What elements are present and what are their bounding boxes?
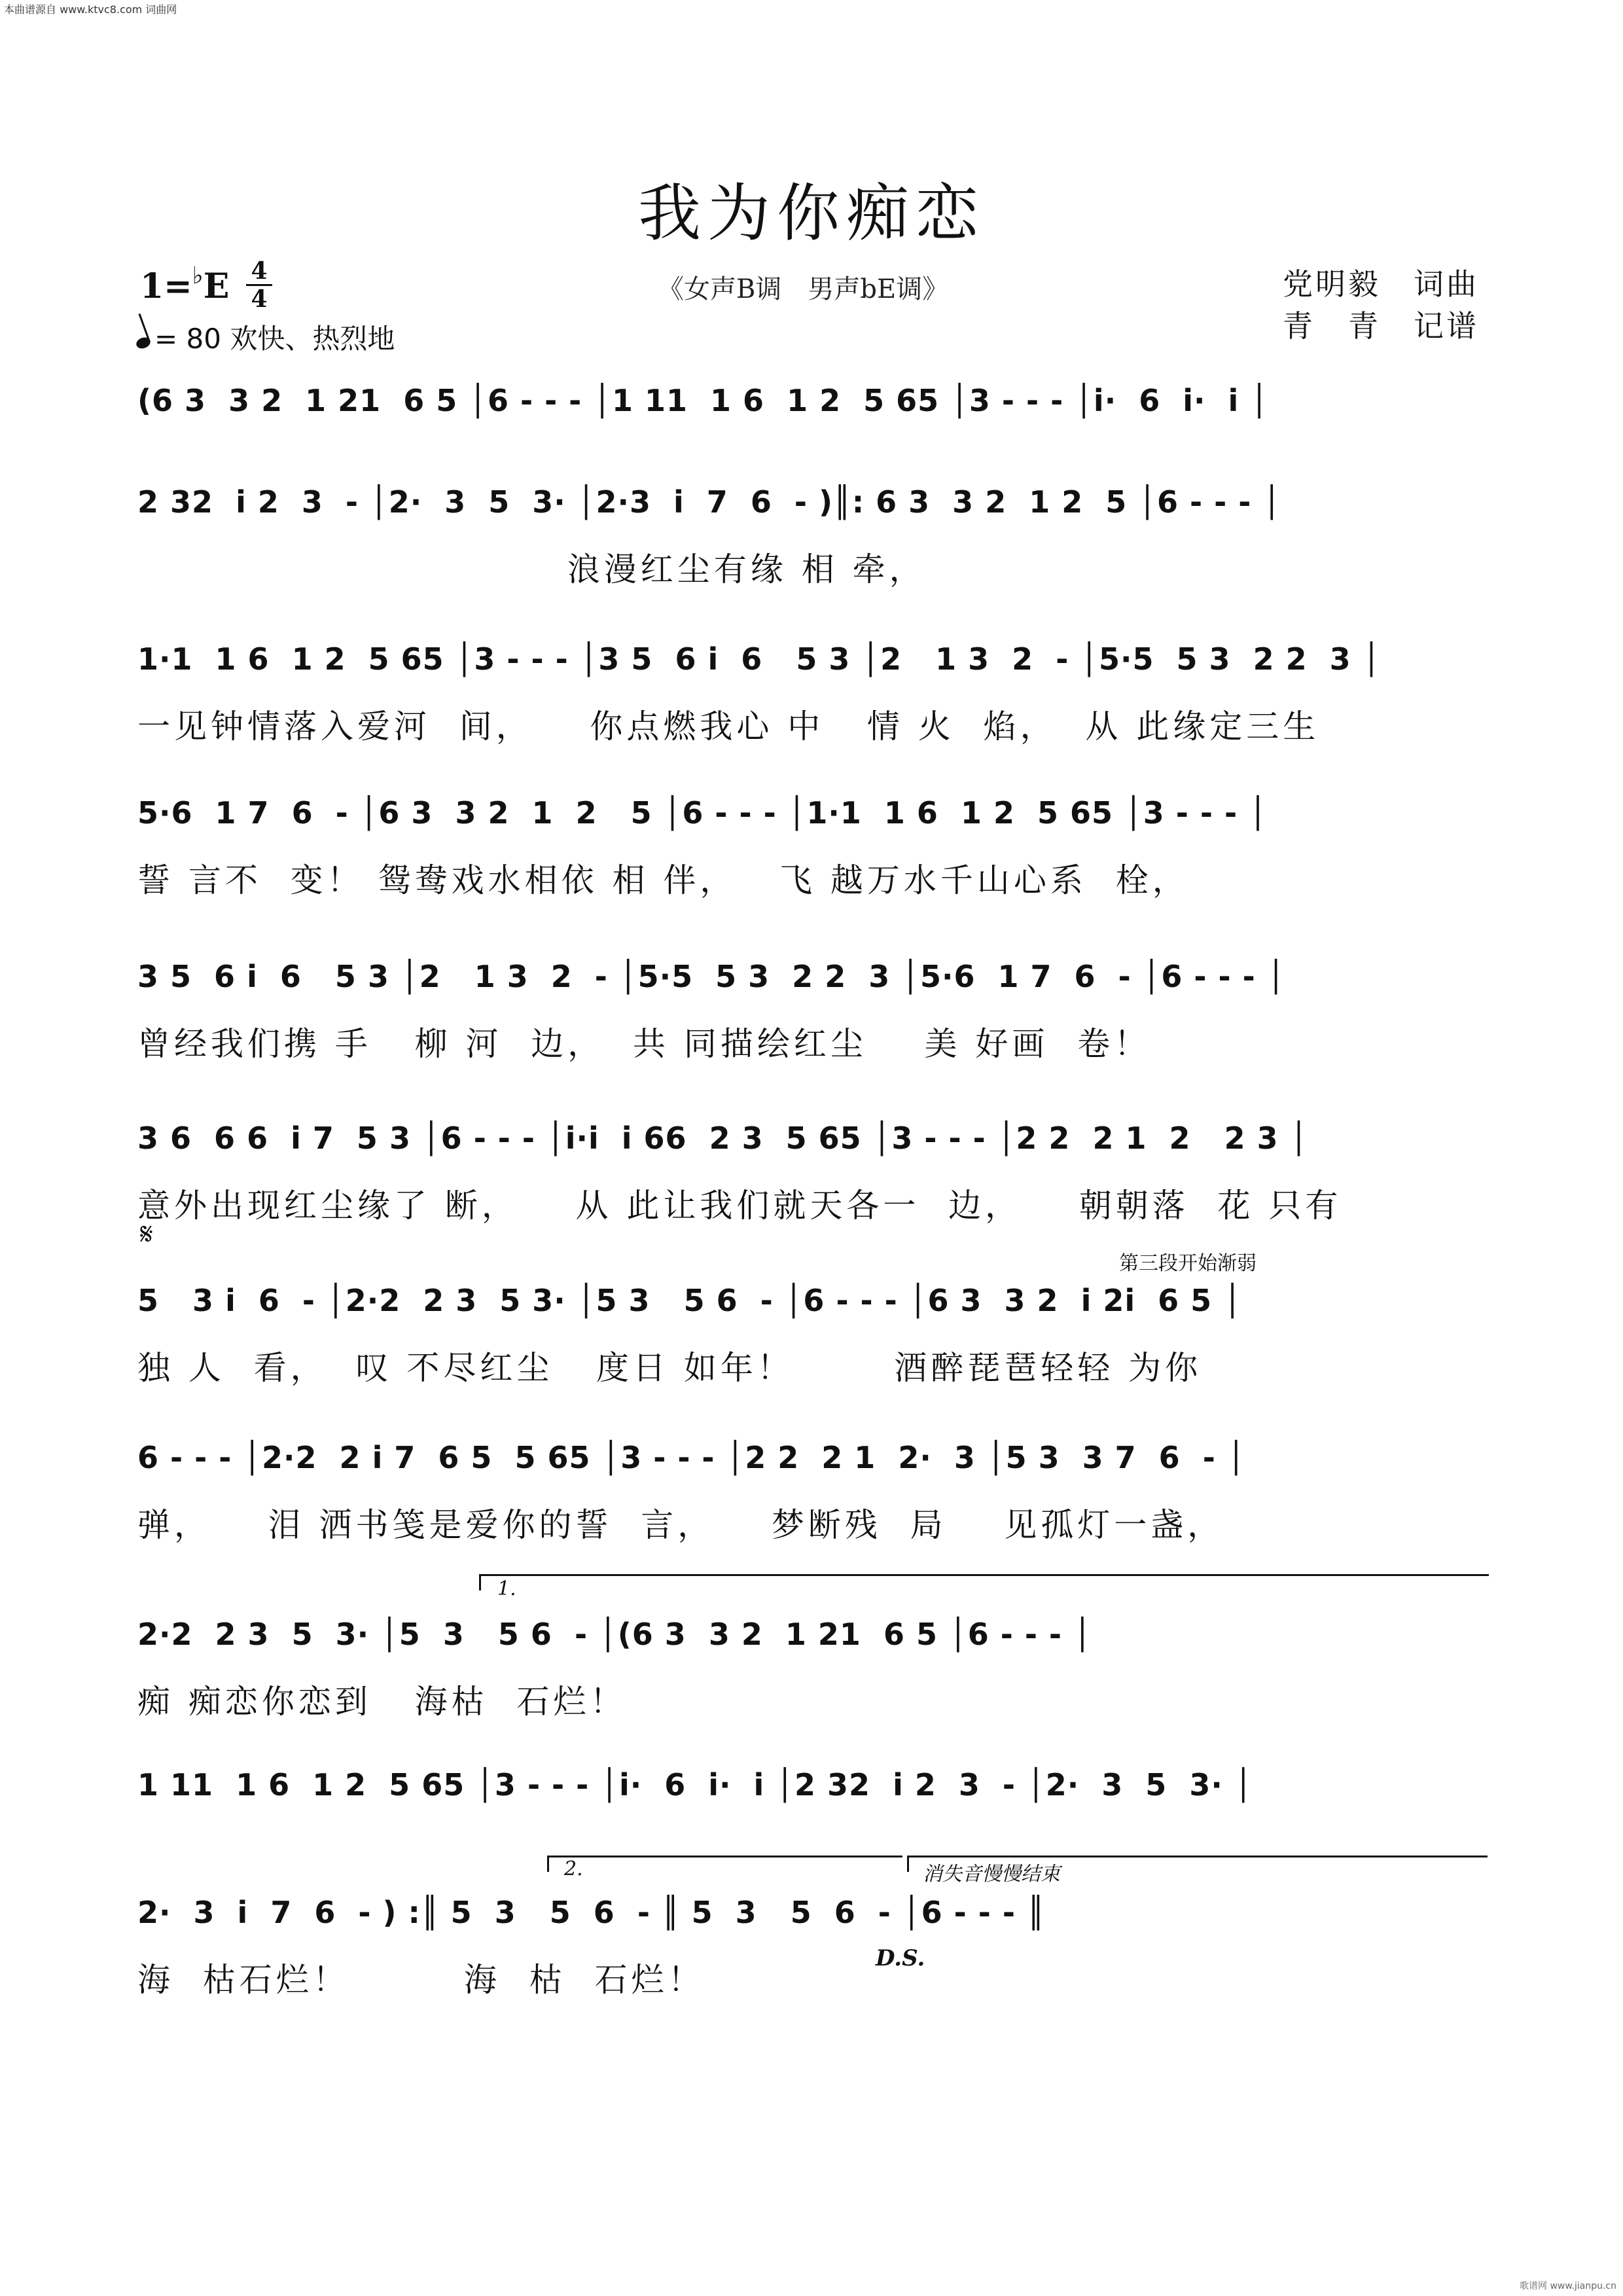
tempo-text: = 80 欢快、热烈地 xyxy=(154,323,395,355)
score-system-2 xyxy=(137,484,1486,588)
song-title: 我为你痴恋 xyxy=(638,177,985,250)
lyric-line-5: 曾经我们携 手 柳 河 边， 共 同描绘红尘 美 好画 卷！ xyxy=(137,1025,1151,1063)
lyric-line-2: 浪漫红尘有缘 相 牵， xyxy=(137,550,926,588)
key-signature xyxy=(140,262,229,306)
notes-line-9: 2·2 2 3 5 3· │5 3 5 6 - │(6 3 3 2 1 21 6 5 │6 - - - │ xyxy=(137,1617,1092,1652)
second-ending-label: 2. xyxy=(564,1857,583,1880)
lyric-line-11: 海 枯石烂！ 海 枯 石烂！ xyxy=(137,1961,705,1999)
composer-credit: 党明毅 词曲 xyxy=(1283,266,1479,302)
lyric-line-7: 独 人 看， 叹 不尽红尘 度日 如年！ 酒醉琵琶轻轻 为你 xyxy=(137,1349,1202,1387)
segno-sign: 𝄋 xyxy=(140,1216,153,1251)
score-system-1 xyxy=(137,383,1486,422)
key-subtitle: 《女声B调 男声bE调》 xyxy=(658,274,949,304)
lyric-line-3: 一见钟情落入爱河 间， 你点燃我心 中 情 火 焰， 从 此缘定三生 xyxy=(137,708,1320,745)
score-system-8 xyxy=(137,1440,1486,1544)
dal-segno-mark: D.S. xyxy=(876,1945,925,1971)
key-prefix: 1= xyxy=(140,266,192,306)
meter-top: 4 xyxy=(251,257,268,285)
notes-line-6: 3 6 6 6 i 7 5 3 │6 - - - │i·i i 66 2 3 5 65 │3 - - - │2 2 2 1 2 2 3 │ xyxy=(137,1121,1309,1156)
notes-line-11: 2· 3 i 7 6 - ) :║ 5 3 5 6 - ║ 5 3 5 6 - │6 - - - ║ xyxy=(137,1895,1046,1930)
time-signature xyxy=(246,258,272,312)
lyric-line-8: 弹， 泪 洒书笺是爱你的誓 言， 梦断残 局 见孤灯一盏， xyxy=(137,1506,1224,1544)
second-ending-bracket xyxy=(547,1856,902,1872)
score-system-9 xyxy=(137,1617,1486,1721)
score-system-3 xyxy=(137,641,1486,745)
notes-line-2: 2 32 i 2 3 - │2· 3 5 3· │2·3 i 7 6 - )║: 6 3 3 2 1 2 5 │6 - - - │ xyxy=(137,484,1282,520)
meter-bottom: 4 xyxy=(251,285,268,313)
notes-line-5: 3 5 6 i 6 5 3 │2 1 3 2 - │5·5 5 3 2 2 3 │5·6 1 7 6 - │6 - - - │ xyxy=(137,959,1286,994)
fade-annotation: 消失音慢慢结束 xyxy=(923,1863,1060,1886)
first-ending-bracket xyxy=(479,1574,1489,1590)
score-system-6 xyxy=(137,1121,1486,1225)
footer-watermark: 歌谱网 www.jianpu.cn xyxy=(1520,2281,1616,2291)
flat-sign: ♭ xyxy=(192,262,204,289)
key-letter: E xyxy=(203,266,230,306)
score-system-5 xyxy=(137,959,1486,1063)
transcriber-credit: 青 青 记谱 xyxy=(1283,308,1479,344)
notes-line-7: 5 3 i 6 - │2·2 2 3 5 3· │5 3 5 6 - │6 - - - │6 3 3 2 i 2i 6 5 │ xyxy=(137,1283,1242,1318)
notes-line-3: 1·1 1 6 1 2 5 65 │3 - - - │3 5 6 i 6 5 3 │2 1 3 2 - │5·5 5 3 2 2 3 │ xyxy=(137,641,1382,677)
notes-line-10: 1 11 1 6 1 2 5 65 │3 - - - │i· 6 i· i │2 32 i 2 3 - │2· 3 5 3· │ xyxy=(137,1767,1253,1803)
notes-line-1: (6 3 3 2 1 21 6 5 │6 - - - │1 11 1 6 1 2 5 65 │3 - - - │i· 6 i· i │ xyxy=(137,383,1269,418)
dim-annotation: 第三段开始渐弱 xyxy=(1119,1252,1257,1275)
score-system-10 xyxy=(137,1767,1486,1806)
lyric-line-6: 意外出现红尘缘了 断， 从 此让我们就天各一 边， 朝朝落 花 只有 xyxy=(137,1187,1342,1225)
first-ending-label: 1. xyxy=(497,1577,516,1600)
notes-line-8: 6 - - - │2·2 2 i 7 6 5 5 65 │3 - - - │2 2 2 1 2· 3 │5 3 3 7 6 - │ xyxy=(137,1440,1246,1475)
score-system-4 xyxy=(137,795,1486,899)
lyric-line-9: 痴 痴恋你恋到 海枯 石烂！ xyxy=(137,1683,627,1721)
lyric-line-4: 誓 言不 变！ 鸳鸯戏水相依 相 伴， 飞 越万水千山心系 栓， xyxy=(137,861,1189,899)
quarter-note-icon xyxy=(135,336,152,351)
tempo-marking xyxy=(136,317,395,357)
score-system-7 xyxy=(137,1283,1486,1387)
source-watermark: 本曲谱源自 www.ktvc8.com 词曲网 xyxy=(4,3,177,16)
notes-line-4: 5·6 1 7 6 - │6 3 3 2 1 2 5 │6 - - - │1·1 1 6 1 2 5 65 │3 - - - │ xyxy=(137,795,1268,831)
